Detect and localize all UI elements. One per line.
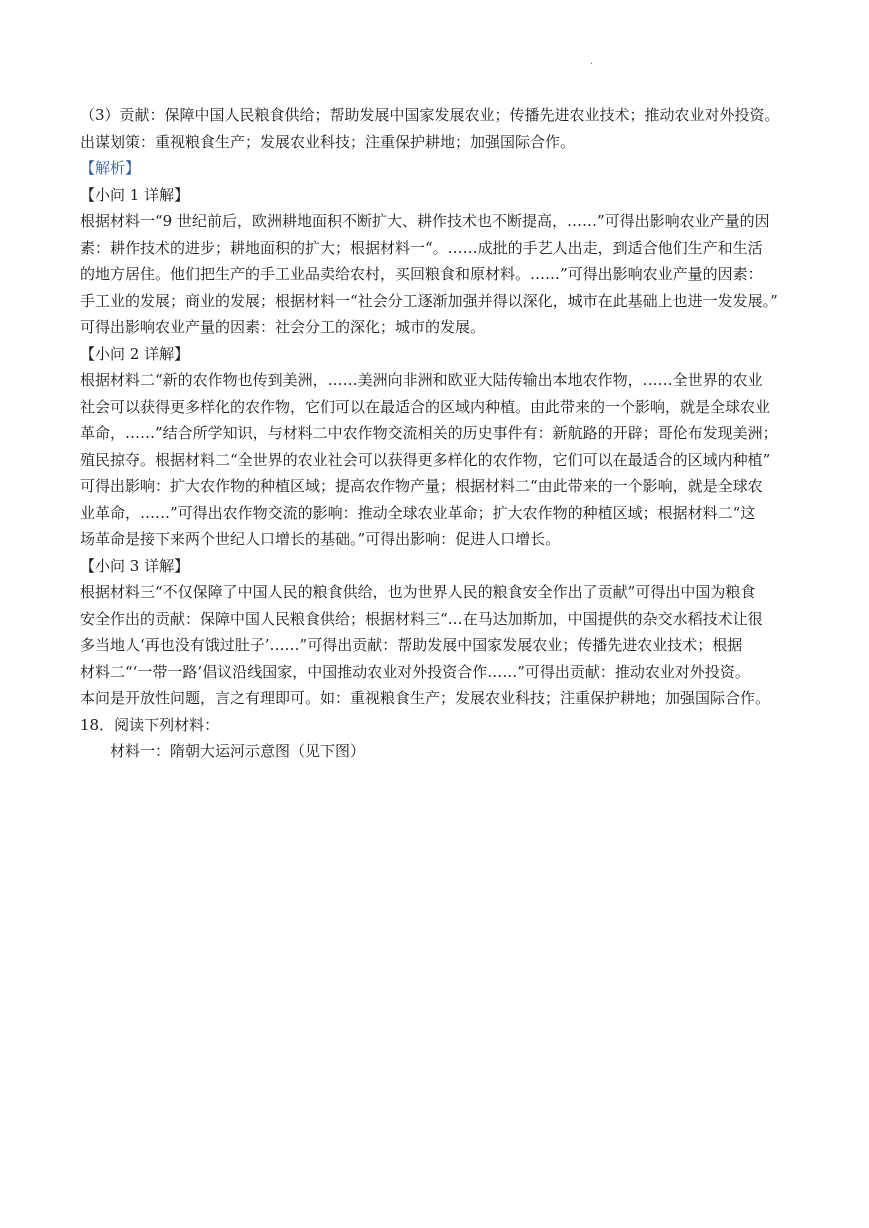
text-line: 的地方居住。他们把生产的手工业品卖给农村，买回粮食和原材料。……”可得出影响农业产量的因素： bbox=[80, 265, 763, 283]
text-line: 根据材料二“新的农作物也传到美洲，……美洲向非洲和欧亚大陆传输出本地农作物，……全世界的农业 bbox=[80, 371, 763, 389]
text-line: 业革命，……”可得出农作物交流的影响：推动全球农业革命；扩大农作物的种植区域；根据材料二“这 bbox=[80, 503, 756, 522]
subquestion-heading: 【小问 1 详解】 bbox=[80, 185, 190, 204]
document-body bbox=[80, 102, 792, 765]
text-line: 殖民掠夺。根据材料二“全世界的农业社会可以获得更多样化的农作物，它们可以在最适合的区域内种植” bbox=[80, 450, 771, 469]
text-line: 安全作出的贡献：保障中国人民粮食供给；根据材料三“…在马达加斯加，中国提供的杂交水稻技术让很 bbox=[80, 609, 763, 628]
section-label-analysis: 【解析】 bbox=[80, 159, 141, 177]
question-18-prompt: 18．阅读下列材料： bbox=[80, 715, 220, 734]
text-line: 革命，……”结合所学知识，与材料二中农作物交流相关的历史事件有：新航路的开辟；哥伦布发现美洲； bbox=[80, 424, 778, 442]
text-line: 社会可以获得更多样化的农作物，它们可以在最适合的区域内种植。由此带来的一个影响，就是全球农业 bbox=[80, 397, 771, 416]
text-line: 多当地人‘再也没有饿过肚子’……”可得出贡献：帮助发展中国家发展农业；传播先进农业技术；根据 bbox=[80, 636, 743, 654]
text-line: 手工业的发展；商业的发展；根据材料一“社会分工逐渐加强并得以深化，城市在此基础上也进一发发展。” bbox=[80, 291, 778, 310]
subquestion-heading: 【小问 2 详解】 bbox=[80, 344, 190, 363]
text-line: 可得出影响农业产量的因素：社会分工的深化；城市的发展。 bbox=[80, 318, 486, 336]
subquestion-heading: 【小问 3 详解】 bbox=[80, 556, 190, 575]
text-line: 材料二“‘一带一路’倡议沿线国家，中国推动农业对外投资合作……”可得出贡献：推动农业对外投资。 bbox=[80, 662, 750, 681]
text-line: （3）贡献：保障中国人民粮食供给；帮助发展中国家发展农业；传播先进农业技术；推动农业对外投资。 bbox=[80, 106, 780, 124]
text-line: 场革命是接下来两个世纪人口增长的基础。”可得出影响：促进人口增长。 bbox=[80, 530, 561, 548]
text-line: 出谋划策：重视粮食生产；发展农业科技；注重保护耕地；加强国际合作。 bbox=[80, 132, 576, 151]
material-caption: 材料一：隋朝大运河示意图（见下图） bbox=[110, 742, 366, 760]
text-line: 素：耕作技术的进步；耕地面积的扩大；根据材料一“。……成批的手艺人出走，到适合他们生产和生活 bbox=[80, 238, 763, 257]
header-dot: . bbox=[590, 56, 594, 67]
text-line: 根据材料一“9 世纪前后，欧洲耕地面积不断扩大、耕作技术也不断提高，……”可得出影响农业产量的因 bbox=[80, 212, 770, 230]
text-line: 本问是开放性问题，言之有理即可。如：重视粮食生产；发展农业科技；注重保护耕地；加强国际合作。 bbox=[80, 689, 771, 707]
text-line: 根据材料三“不仅保障了中国人民的粮食供给，也为世界人民的粮食安全作出了贡献”可得出中国为粮食 bbox=[80, 583, 756, 601]
text-line: 可得出影响：扩大农作物的种植区域；提高农作物产量；根据材料二“由此带来的一个影响，就是全球农 bbox=[80, 477, 763, 495]
